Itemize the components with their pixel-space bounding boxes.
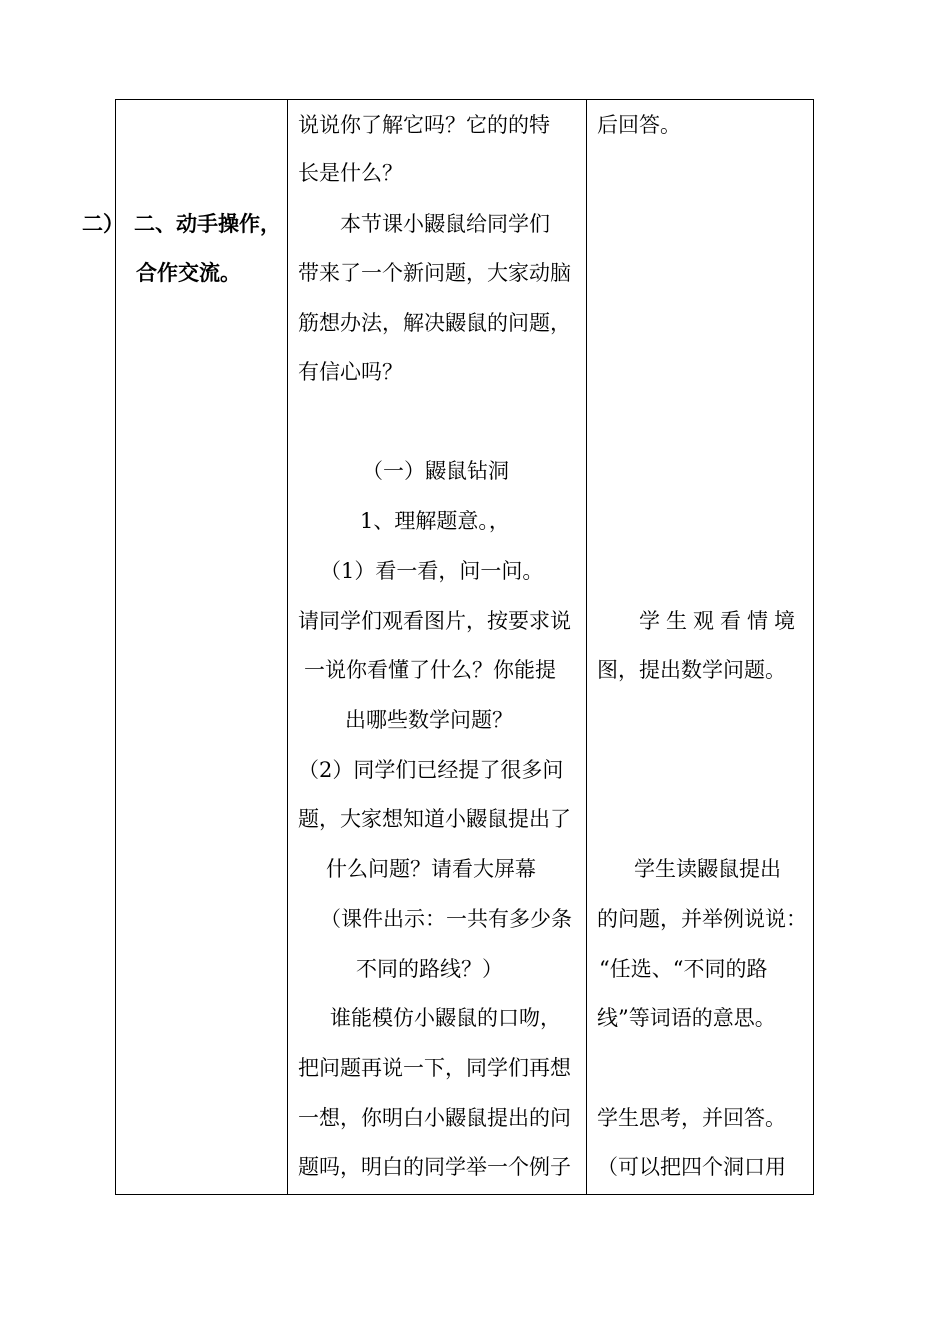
student-activity-line: （可以把四个洞口用 <box>597 1155 786 1179</box>
student-activity-line: 图，提出数学问题。 <box>597 658 786 682</box>
teacher-activity-line: （课件出示：一共有多少条 <box>320 907 572 931</box>
section-marker: 二） <box>82 211 124 236</box>
teacher-activity-line: 带来了一个新问题，大家动脑 <box>298 261 571 285</box>
teacher-activity-line: 一说你看懂了什么？你能提 <box>304 658 556 682</box>
teacher-activity-line: 请同学们观看图片，按要求说 <box>298 609 571 633</box>
teacher-activity-line: 筋想办法，解决鼹鼠的问题， <box>298 311 571 335</box>
teacher-activity-heading: （一）鼹鼠钻洞 <box>362 459 509 483</box>
teacher-activity-line: （2）同学们已经提了很多问 <box>298 758 564 782</box>
student-activity-line: 学生读鼹鼠提出 <box>634 857 781 881</box>
column-divider <box>287 100 288 1194</box>
student-activity-line: 学生思考，并回答。 <box>597 1106 786 1130</box>
stage-title-line: 合作交流。 <box>136 260 241 285</box>
teacher-activity-line: （1）看一看，问一问。 <box>320 559 544 583</box>
stage-title-line: 二、动手操作， <box>134 211 281 236</box>
teacher-activity-line: 长是什么？ <box>298 161 403 185</box>
student-activity-line: 线”等词语的意思。 <box>597 1006 776 1030</box>
student-activity-line: 的问题，并举例说说： <box>597 907 807 931</box>
student-activity-line: 后回答。 <box>597 113 681 137</box>
teacher-activity-line: 有信心吗？ <box>298 360 403 384</box>
teacher-activity-line: 题吗，明白的同学举一个例子 <box>298 1155 571 1179</box>
student-activity-line: “任选、“不同的路 <box>599 957 768 981</box>
teacher-activity-line: 题，大家想知道小鼹鼠提出了 <box>298 807 571 831</box>
teacher-activity-line: 1、理解题意。， <box>360 509 510 533</box>
teacher-activity-line: 什么问题？请看大屏幕 <box>326 857 536 881</box>
teacher-activity-line: 一想，你明白小鼹鼠提出的问 <box>298 1106 571 1130</box>
teacher-activity-line: 说说你了解它吗？它的的特 <box>298 113 550 137</box>
teacher-activity-line: 不同的路线？） <box>356 957 503 981</box>
teacher-activity-line: 本节课小鼹鼠给同学们 <box>340 212 550 236</box>
teacher-activity-line: 出哪些数学问题？ <box>345 708 513 732</box>
student-activity-line: 学生观看情境 <box>639 609 801 633</box>
column-divider <box>586 100 587 1194</box>
teacher-activity-line: 把问题再说一下，同学们再想 <box>298 1056 571 1080</box>
teacher-activity-line: 谁能模仿小鼹鼠的口吻， <box>330 1006 561 1030</box>
